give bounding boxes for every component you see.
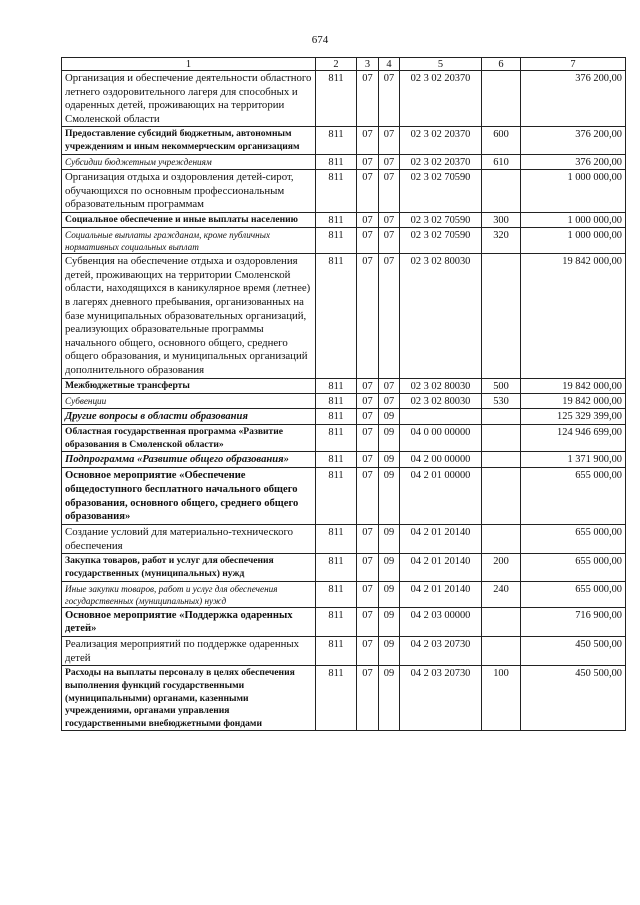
expense-type-cell: 300 (482, 212, 521, 227)
subsection-cell: 09 (379, 468, 400, 525)
section-cell: 07 (357, 666, 379, 731)
expense-type-cell (482, 169, 521, 212)
amount-cell: 655 000,00 (521, 468, 626, 525)
section-cell: 07 (357, 154, 379, 169)
subsection-cell: 07 (379, 71, 400, 127)
subsection-cell: 09 (379, 666, 400, 731)
amount-cell: 1 000 000,00 (521, 228, 626, 254)
amount-cell: 450 500,00 (521, 637, 626, 666)
code-cell: 811 (316, 637, 357, 666)
row-name-cell: Другие вопросы в области образования (62, 409, 316, 425)
expense-type-cell (482, 452, 521, 468)
row-name-cell: Организация отдыха и оздоровления детей-сирот, обучающихся по основным профессиональным образовательным программам (62, 169, 316, 212)
subsection-cell: 09 (379, 425, 400, 452)
header-cell: 2 (316, 58, 357, 71)
table-row (62, 581, 626, 607)
row-name-cell: Межбюджетные трансферты (62, 378, 316, 393)
section-cell: 07 (357, 607, 379, 637)
expense-type-cell: 600 (482, 127, 521, 154)
amount-cell: 376 200,00 (521, 154, 626, 169)
target-article-cell: 02 3 02 80030 (400, 393, 482, 408)
row-name-cell: Субвенция на обеспечение отдыха и оздоровления детей, проживающих на территории Смоленской области, находящихся в каникулярное время (летнее) в лагерях дневного пребывания, организованных на базе муниципальных образовательных организаций, реализующих образовательные программы начального общего, основного общего, среднего общего образования, и муниципальных организаций дополнительного образования (62, 254, 316, 378)
target-article-cell: 02 3 02 80030 (400, 378, 482, 393)
code-cell: 811 (316, 581, 357, 607)
target-article-cell: 02 3 02 20370 (400, 127, 482, 154)
table-row (62, 71, 626, 127)
target-article-cell: 04 2 03 20730 (400, 666, 482, 731)
subsection-cell: 07 (379, 254, 400, 378)
header-cell: 3 (357, 58, 379, 71)
expense-type-cell (482, 607, 521, 637)
section-cell: 07 (357, 452, 379, 468)
section-cell: 07 (357, 409, 379, 425)
subsection-cell: 09 (379, 409, 400, 425)
table-row (62, 169, 626, 212)
section-cell: 07 (357, 425, 379, 452)
target-article-cell (400, 409, 482, 425)
table-row (62, 409, 626, 425)
section-cell: 07 (357, 468, 379, 525)
target-article-cell: 02 3 02 70590 (400, 212, 482, 227)
subsection-cell: 07 (379, 127, 400, 154)
code-cell: 811 (316, 127, 357, 154)
table-row (62, 554, 626, 581)
amount-cell: 124 946 699,00 (521, 425, 626, 452)
code-cell: 811 (316, 393, 357, 408)
code-cell: 811 (316, 468, 357, 525)
section-cell: 07 (357, 554, 379, 581)
code-cell: 811 (316, 169, 357, 212)
row-name-cell: Иные закупки товаров, работ и услуг для обеспечения государственных (муниципальных) нужд (62, 581, 316, 607)
amount-cell: 655 000,00 (521, 525, 626, 554)
code-cell: 811 (316, 154, 357, 169)
section-cell: 07 (357, 212, 379, 227)
code-cell: 811 (316, 254, 357, 378)
table-row (62, 666, 626, 731)
section-cell: 07 (357, 169, 379, 212)
expense-type-cell (482, 425, 521, 452)
section-cell: 07 (357, 127, 379, 154)
row-name-cell: Субсидии бюджетным учреждениям (62, 154, 316, 169)
target-article-cell: 04 2 01 20140 (400, 581, 482, 607)
header-cell: 7 (521, 58, 626, 71)
expense-type-cell: 200 (482, 554, 521, 581)
table-row (62, 154, 626, 169)
row-name-cell: Социальное обеспечение и иные выплаты населению (62, 212, 316, 227)
code-cell: 811 (316, 525, 357, 554)
target-article-cell: 02 3 02 20370 (400, 71, 482, 127)
expense-type-cell: 100 (482, 666, 521, 731)
subsection-cell: 07 (379, 212, 400, 227)
subsection-cell: 09 (379, 637, 400, 666)
expense-type-cell: 240 (482, 581, 521, 607)
subsection-cell: 09 (379, 581, 400, 607)
target-article-cell: 04 2 00 00000 (400, 452, 482, 468)
target-article-cell: 04 0 00 00000 (400, 425, 482, 452)
subsection-cell: 09 (379, 525, 400, 554)
header-cell: 1 (62, 58, 316, 71)
table-row (62, 378, 626, 393)
subsection-cell: 07 (379, 169, 400, 212)
table-row (62, 212, 626, 227)
row-name-cell: Расходы на выплаты персоналу в целях обеспечения выполнения функций государственными (муниципальными) органами, казенными учреждениями, органами управления государственными внебюджетными фондами (62, 666, 316, 731)
subsection-cell: 07 (379, 154, 400, 169)
section-cell: 07 (357, 228, 379, 254)
section-cell: 07 (357, 71, 379, 127)
row-name-cell: Подпрограмма «Развитие общего образования» (62, 452, 316, 468)
code-cell: 811 (316, 666, 357, 731)
row-name-cell: Областная государственная программа «Развитие образования в Смоленской области» (62, 425, 316, 452)
target-article-cell: 04 2 03 00000 (400, 607, 482, 637)
expense-type-cell (482, 525, 521, 554)
subsection-cell: 09 (379, 554, 400, 581)
code-cell: 811 (316, 607, 357, 637)
code-cell: 811 (316, 71, 357, 127)
amount-cell: 376 200,00 (521, 71, 626, 127)
expense-type-cell (482, 468, 521, 525)
row-name-cell: Основное мероприятие «Обеспечение общедоступного бесплатного начального общего образования, основного общего, среднего общего образования» (62, 468, 316, 525)
amount-cell: 1 000 000,00 (521, 169, 626, 212)
header-cell: 5 (400, 58, 482, 71)
target-article-cell: 04 2 01 20140 (400, 525, 482, 554)
code-cell: 811 (316, 452, 357, 468)
row-name-cell: Субвенции (62, 393, 316, 408)
expense-type-cell: 500 (482, 378, 521, 393)
code-cell: 811 (316, 378, 357, 393)
table-row (62, 607, 626, 637)
budget-table (61, 57, 626, 731)
table-row (62, 637, 626, 666)
amount-cell: 19 842 000,00 (521, 254, 626, 378)
expense-type-cell: 530 (482, 393, 521, 408)
code-cell: 811 (316, 212, 357, 227)
amount-cell: 1 000 000,00 (521, 212, 626, 227)
row-name-cell: Создание условий для материально-технического обеспечения (62, 525, 316, 554)
section-cell: 07 (357, 393, 379, 408)
amount-cell: 376 200,00 (521, 127, 626, 154)
subsection-cell: 07 (379, 228, 400, 254)
header-cell: 4 (379, 58, 400, 71)
expense-type-cell: 320 (482, 228, 521, 254)
expense-type-cell (482, 637, 521, 666)
table-row (62, 127, 626, 154)
target-article-cell: 04 2 01 00000 (400, 468, 482, 525)
code-cell: 811 (316, 554, 357, 581)
code-cell: 811 (316, 409, 357, 425)
amount-cell: 125 329 399,00 (521, 409, 626, 425)
target-article-cell: 02 3 02 70590 (400, 228, 482, 254)
amount-cell: 19 842 000,00 (521, 393, 626, 408)
section-cell: 07 (357, 254, 379, 378)
page-number: 674 (311, 34, 329, 46)
header-row (62, 58, 626, 71)
target-article-cell: 04 2 03 20730 (400, 637, 482, 666)
expense-type-cell (482, 254, 521, 378)
expense-type-cell (482, 71, 521, 127)
amount-cell: 1 371 900,00 (521, 452, 626, 468)
expense-type-cell (482, 409, 521, 425)
table-row (62, 525, 626, 554)
subsection-cell: 07 (379, 393, 400, 408)
row-name-cell: Организация и обеспечение деятельности областного летнего оздоровительного лагеря для способных и одаренных детей, проживающих на территории Смоленской области (62, 71, 316, 127)
row-name-cell: Основное мероприятие «Поддержка одаренных детей» (62, 607, 316, 637)
section-cell: 07 (357, 581, 379, 607)
row-name-cell: Социальные выплаты гражданам, кроме публичных нормативных социальных выплат (62, 228, 316, 254)
target-article-cell: 02 3 02 20370 (400, 154, 482, 169)
subsection-cell: 07 (379, 378, 400, 393)
table-row (62, 228, 626, 254)
amount-cell: 655 000,00 (521, 581, 626, 607)
row-name-cell: Закупка товаров, работ и услуг для обеспечения государственных (муниципальных) нужд (62, 554, 316, 581)
target-article-cell: 04 2 01 20140 (400, 554, 482, 581)
section-cell: 07 (357, 637, 379, 666)
amount-cell: 716 900,00 (521, 607, 626, 637)
table-row (62, 393, 626, 408)
row-name-cell: Реализация мероприятий по поддержке одаренных детей (62, 637, 316, 666)
code-cell: 811 (316, 228, 357, 254)
amount-cell: 450 500,00 (521, 666, 626, 731)
row-name-cell: Предоставление субсидий бюджетным, автономным учреждениям и иным некоммерческим организациям (62, 127, 316, 154)
target-article-cell: 02 3 02 70590 (400, 169, 482, 212)
amount-cell: 655 000,00 (521, 554, 626, 581)
section-cell: 07 (357, 378, 379, 393)
expense-type-cell: 610 (482, 154, 521, 169)
subsection-cell: 09 (379, 452, 400, 468)
table-row (62, 425, 626, 452)
subsection-cell: 09 (379, 607, 400, 637)
header-cell: 6 (482, 58, 521, 71)
target-article-cell: 02 3 02 80030 (400, 254, 482, 378)
section-cell: 07 (357, 525, 379, 554)
table-row (62, 452, 626, 468)
amount-cell: 19 842 000,00 (521, 378, 626, 393)
table-row (62, 468, 626, 525)
table-row (62, 254, 626, 378)
code-cell: 811 (316, 425, 357, 452)
